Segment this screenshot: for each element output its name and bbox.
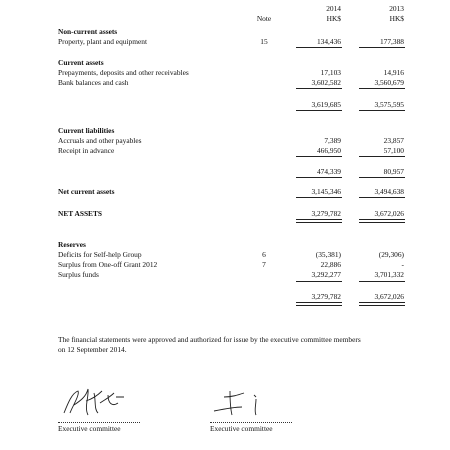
deficits-2014: (35,381) — [315, 250, 341, 259]
left-signature-icon — [58, 383, 138, 421]
approval-paragraph — [58, 335, 418, 355]
ppe-2013: 177,388 — [379, 37, 404, 46]
deficits-label: Deficits for Self-help Group — [58, 250, 142, 259]
reserves-heading: Reserves — [58, 240, 86, 249]
net-assets-double-rule-2013 — [359, 219, 405, 223]
funds-label: Surplus funds — [58, 270, 99, 279]
deficits-note: 6 — [262, 250, 266, 259]
net-assets-double-rule-2014 — [296, 219, 342, 223]
left-signature-label: Executive committee — [58, 424, 121, 433]
ppe-label: Property, plant and equipment — [58, 37, 148, 46]
year-2013-header: 2013 — [389, 4, 404, 13]
reserves-double-rule-2014 — [296, 302, 342, 306]
bank-2014: 3,602,582 — [311, 78, 341, 87]
ppe-note: 15 — [260, 37, 268, 46]
prepay-2013: 14,916 — [383, 68, 404, 77]
ppe-2014: 134,436 — [316, 37, 341, 46]
ca-total-rule-2014 — [296, 110, 342, 111]
funds-2014: 3,292,277 — [311, 270, 341, 279]
ca-total-2014: 3,619,685 — [311, 100, 341, 109]
deficits-2013: (29,306) — [378, 250, 404, 259]
net-current-2013: 3,494,638 — [374, 187, 404, 196]
net-current-2014: 3,145,346 — [311, 187, 341, 196]
receipt-2013: 57,100 — [383, 146, 404, 155]
prepay-label: Prepayments, deposits and other receivables — [58, 68, 189, 77]
net-assets-label: NET ASSETS — [58, 209, 103, 218]
approval-line-2: on 12 September 2014. — [58, 345, 127, 354]
grant-label: Surplus from One-off Grant 2012 — [58, 260, 158, 269]
right-signature-icon — [210, 385, 280, 421]
ppe-underline-2013 — [359, 47, 405, 48]
receipt-label: Receipt in advance — [58, 146, 115, 155]
bank-label: Bank balances and cash — [58, 78, 129, 87]
reserves-total-2014: 3,279,782 — [311, 292, 341, 301]
net-current-label: Net current assets — [58, 187, 115, 196]
ca-total-rule-2013 — [359, 110, 405, 111]
cl-rule-2013 — [359, 156, 405, 157]
year-2014-header: 2014 — [326, 4, 341, 13]
receipt-2014: 466,950 — [316, 146, 341, 155]
grant-2013: - — [401, 260, 404, 269]
note-header: Note — [256, 14, 272, 23]
cl-rule-2014 — [296, 156, 342, 157]
net-assets-2013: 3,672,026 — [374, 209, 404, 218]
left-signature-line — [58, 422, 140, 423]
net-assets-2014: 3,279,782 — [311, 209, 341, 218]
current-assets-heading: Current assets — [58, 58, 104, 67]
reserves-rule-2014 — [296, 281, 342, 282]
reserves-total-2013: 3,672,026 — [374, 292, 404, 301]
noncurrent-heading: Non-current assets — [58, 27, 118, 36]
bank-2013: 3,560,679 — [374, 78, 404, 87]
cl-total-2014: 474,339 — [316, 167, 341, 176]
currency-2013-header: HK$ — [389, 14, 404, 23]
funds-2013: 3,701,332 — [374, 270, 404, 279]
right-signature-line — [210, 422, 292, 423]
reserves-rule-2013 — [359, 281, 405, 282]
cl-total-rule-2013 — [359, 177, 405, 178]
cl-total-2013: 80,957 — [383, 167, 404, 176]
accruals-label: Accruals and other payables — [58, 136, 142, 145]
ppe-underline-2014 — [296, 47, 342, 48]
current-liabilities-heading: Current liabilities — [58, 126, 115, 135]
ca-rule-2013 — [359, 88, 405, 89]
approval-line-1: The financial statements were approved and authorized for issue by the executive committee members — [58, 335, 361, 344]
ca-rule-2014 — [296, 88, 342, 89]
accruals-2013: 23,857 — [383, 136, 404, 145]
cl-total-rule-2014 — [296, 177, 342, 178]
currency-2014-header: HK$ — [326, 14, 341, 23]
accruals-2014: 7,389 — [324, 136, 341, 145]
nca-rule-2014 — [296, 197, 342, 198]
grant-note: 7 — [262, 260, 266, 269]
ca-total-2013: 3,575,595 — [374, 100, 404, 109]
prepay-2014: 17,103 — [320, 68, 341, 77]
right-signature-label: Executive committee — [210, 424, 273, 433]
grant-2014: 22,886 — [320, 260, 341, 269]
nca-rule-2013 — [359, 197, 405, 198]
reserves-double-rule-2013 — [359, 302, 405, 306]
